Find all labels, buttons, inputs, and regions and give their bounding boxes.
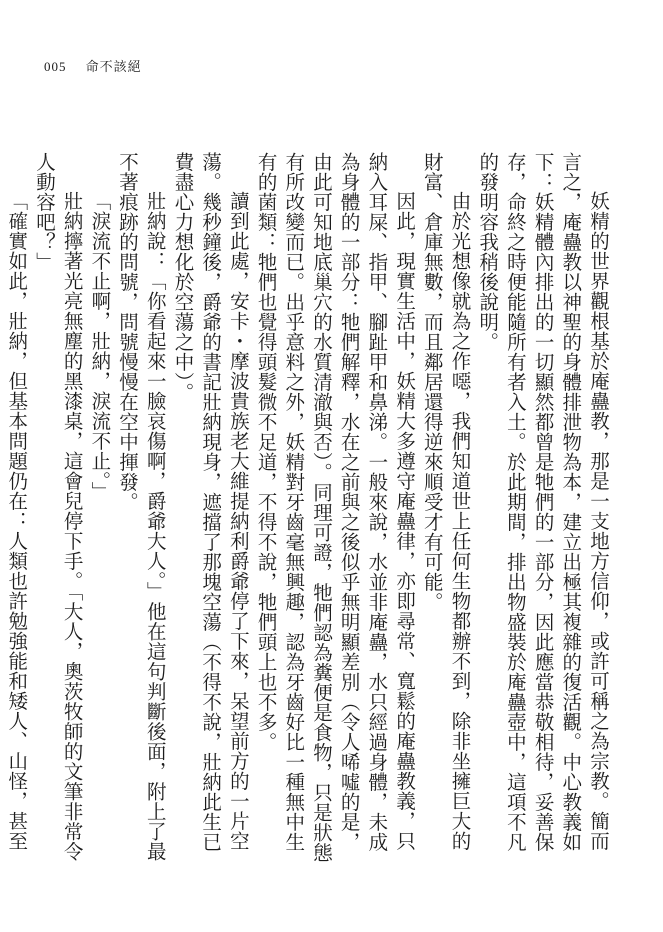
paragraph: 壯納說：「你看起來一臉哀傷啊，爵爺大人。」他在這句判斷後面，附上了最不著痕跡的問號，問號慢慢在空中揮發。: [116, 152, 167, 862]
paragraph: 壯納擰著光亮無塵的黑漆桌，這會兒停下手。「大人，奧茨牧師的文筆非常令人動容吧？」: [32, 152, 84, 862]
paragraph: 讀到此處，安卡・摩波貴族老大維提納利爵爺停了下來，呆望前方的一片空蕩。幾秒鐘後，爵爺的書記壯納現身，遮擋了那塊空蕩（不得不說，壯納此生已費盡心力想化於空蕩之中）。: [171, 152, 250, 852]
running-header: [44, 56, 142, 75]
chapter-title: 命不該絕: [85, 60, 142, 75]
paragraph: 妖精的世界觀根基於庵蠱教，那是一支地方信仰，或許可稱之為宗教。簡而言之，庵蠱教以神聖的身體排泄物為本，建立出極其複雜的復活觀。中心教義如下：妖精體內排出的一切顯然都曾是牠們的一部分，因此應當恭敬相待，妥善保存，命終之時便能隨所有者入土。於此期間，排出物盛裝於庵蠱壺中，這項不凡的發明容我稍後說明。: [476, 152, 610, 852]
paragraph: 因此，現實生活中，妖精大多遵守庵蠱律，亦即尋常、寬鬆的庵蠱教義，只納入耳屎、指甲、腳趾甲和鼻涕。一般來說，水並非庵蠱，水只經過身體，未成為身體的一部分：牠們解釋，水在之前與之後似乎無明顯差別（令人唏噓的是，由此可知地底巢穴的水質清澈與否）。同理可證，牠們認為糞便是食物，只是狀態有所改變而已。出乎意料之外，妖精對牙齒毫無興趣，認為牙齒好比一種無中生有的菌類：牠們也覺得頭髮微不足道，不得不說，牠們頭上也不多。: [254, 152, 417, 863]
paragraph: 「確實如此，壯納，但基本問題仍在：人類也許勉強能和矮人、山怪，甚至: [5, 191, 29, 851]
page-number: 005: [44, 59, 67, 74]
body-text: [5, 152, 612, 867]
paragraph: 由於光想像就為之作噁，我們知道世上任何生物都辦不到，除非坐擁巨大的財富、倉庫無數，而且鄰居還得逆來順受才有可能。: [420, 152, 472, 851]
paragraph: 「淚流不止啊，壯納，淚流不止。」: [88, 191, 112, 502]
